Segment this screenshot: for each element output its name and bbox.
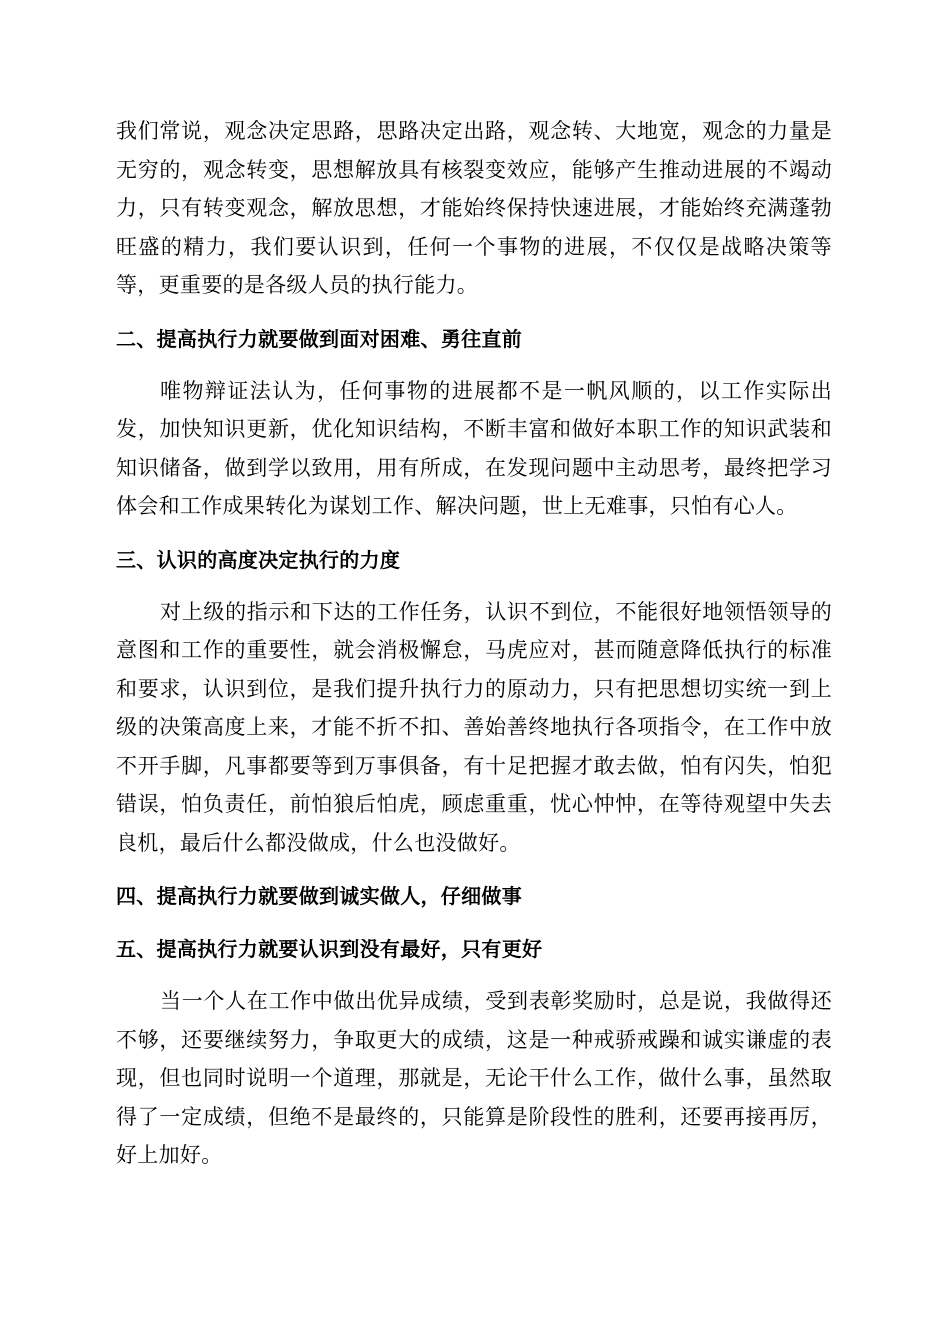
section-heading-5: 五、提高执行力就要认识到没有最好，只有更好 [116, 937, 543, 961]
paragraph-ideas-decide-path: 我们常说，观念决定思路，思路决定出路，观念转、大地宽，观念的力量是无穷的，观念转变，思想解放具有核裂变效应，能够产生推动进展的不竭动力，只有转变观念，解放思想，才能始终保持快速进展，才能始终充满蓬勃旺盛的精力，我们要认识到，任何一个事物的进展，不仅仅是战略决策等等，更重要的是各级人员的执行能力。 [116, 119, 832, 297]
paragraph-dialectics: 唯物辩证法认为，任何事物的进展都不是一帆风顺的，以工作实际出发，加快知识更新，优化知识结构，不断丰富和做好本职工作的知识武装和知识储备，做到学以致用，用有所成，在发现问题中主动思考，最终把学习体会和工作成果转化为谋划工作、解决问题，世上无难事，只怕有心人。 [116, 378, 832, 518]
section-heading-4: 四、提高执行力就要做到诚实做人，仔细做事 [116, 884, 522, 908]
paragraph-understanding-level: 对上级的指示和下达的工作任务，认识不到位，不能很好地领悟领导的意图和工作的重要性，就会消极懈怠，马虎应对，甚而随意降低执行的标准和要求，认识到位，是我们提升执行力的原动力，只有把思想切实统一到上级的决策高度上来，才能不折不扣、善始善终地执行各项指令，在工作中放不开手脚，凡事都要等到万事俱备，有十足把握才敢去做，怕有闪失，怕犯错误，怕负责任，前怕狼后怕虎，顾虑重重，忧心忡忡，在等待观望中失去良机，最后什么都没做成，什么也没做好。 [116, 599, 832, 855]
paragraph-no-best-only-better: 当一个人在工作中做出优异成绩，受到表彰奖励时，总是说，我做得还不够，还要继续努力，争取更大的成绩，这是一种戒骄戒躁和诚实谦虚的表现，但也同时说明一个道理，那就是，无论干什么工作，做什么事，虽然取得了一定成绩，但绝不是最终的，只能算是阶段性的胜利，还要再接再厉，好上加好。 [116, 989, 832, 1167]
section-heading-3: 三、认识的高度决定执行的力度 [116, 547, 401, 572]
document-body [116, 112, 832, 1175]
section-heading-2: 二、提高执行力就要做到面对困难、勇往直前 [116, 326, 522, 351]
